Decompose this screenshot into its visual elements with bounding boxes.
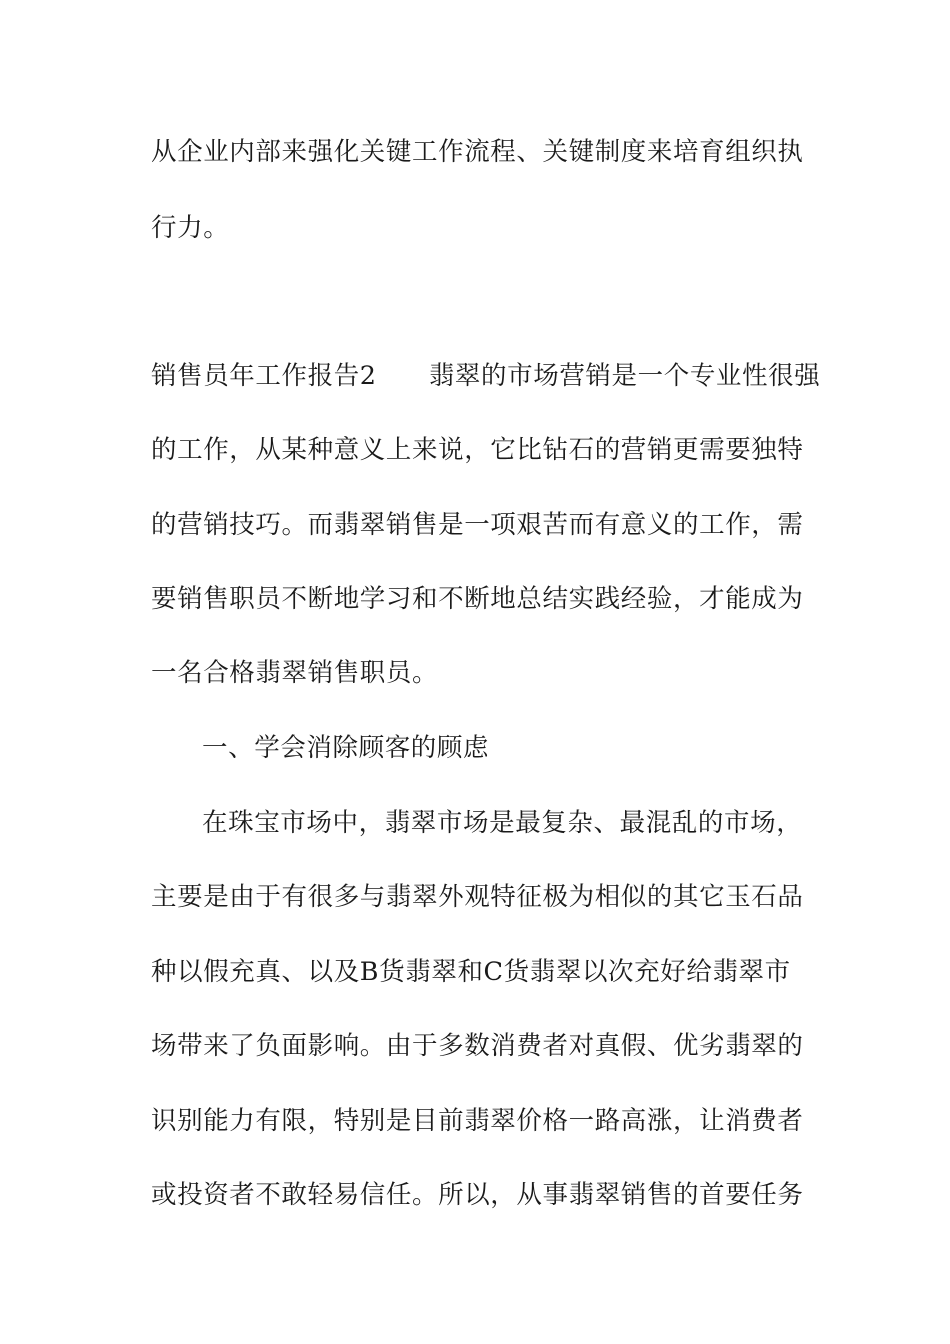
section-heading-line: 销售员年工作报告2 翡翠的市场营销是一个专业性很强 <box>151 361 821 391</box>
text-line: 主要是由于有很多与翡翠外观特征极为相似的其它玉石品 <box>151 882 804 912</box>
text-line: 或投资者不敢轻易信任。所以，从事翡翠销售的首要任务 <box>151 1180 804 1210</box>
text-line: 的工作，从某种意义上来说，它比钻石的营销更需要独特 <box>151 435 804 465</box>
text-line: 在珠宝市场中，翡翠市场是最复杂、最混乱的市场， <box>202 808 803 838</box>
text-line: 要销售职员不断地学习和不断地总结实践经验，才能成为 <box>151 584 804 614</box>
text-line: 种以假充真、以及B货翡翠和C货翡翠以次充好给翡翠市 <box>151 957 791 987</box>
text-line: 行力。 <box>151 213 230 243</box>
text-line: 从企业内部来强化关键工作流程、关键制度来培育组织执 <box>151 137 804 167</box>
text-line: 场带来了负面影响。由于多数消费者对真假、优劣翡翠的 <box>151 1031 804 1061</box>
subheading-line: 一、学会消除顾客的顾虑 <box>202 733 490 763</box>
text-line: 一名合格翡翠销售职员。 <box>151 658 439 688</box>
text-line: 识别能力有限，特别是目前翡翠价格一路高涨，让消费者 <box>151 1106 804 1136</box>
text-line: 的营销技巧。而翡翠销售是一项艰苦而有意义的工作，需 <box>151 510 804 540</box>
